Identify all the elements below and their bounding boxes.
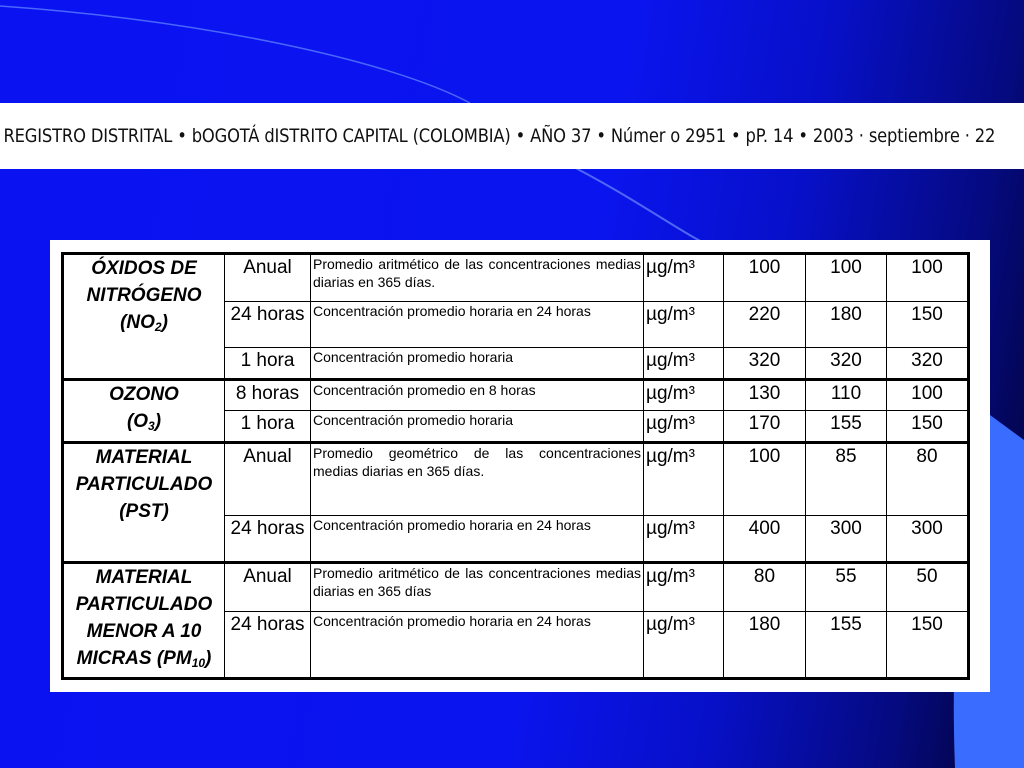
value-cell-2: 180 [806,302,887,348]
value-cell-2: 85 [806,443,887,516]
table-row [63,443,969,516]
averaging-period-cell: Anual [225,443,311,516]
table-row [63,254,969,302]
pollutant-name-line: NITRÓGENO [86,285,202,306]
value-cell-1: 180 [724,612,806,679]
value-cell-3: 80 [887,443,969,516]
pollutant-name-line: PARTICULADO [75,474,213,495]
value-cell-1: 400 [724,516,806,563]
unit-cell: µg/m³ [644,516,724,563]
pollutant-formula: $(O_3)$ [126,411,162,433]
value-cell-3: 100 [887,380,969,411]
pollutant-name-line: MATERIAL [95,567,193,588]
unit-cell: µg/m³ [644,302,724,348]
unit-cell: µg/m³ [644,563,724,612]
averaging-period-cell: 8 horas [225,380,311,411]
description-cell: Concentración promedio horaria en 24 horas [311,516,644,563]
description-cell: Concentración promedio horaria [311,348,644,380]
unit-cell: µg/m³ [644,411,724,443]
value-cell-2: 155 [806,411,887,443]
value-cell-1: 80 [724,563,806,612]
table-row [63,563,969,612]
value-cell-2: 320 [806,348,887,380]
value-cell-3: 100 [887,254,969,302]
value-cell-2: 300 [806,516,887,563]
source-banner [0,103,1024,169]
value-cell-2: 155 [806,612,887,679]
value-cell-1: 100 [724,443,806,516]
banner-text: REGISTRO DISTRITAL • bOGOTÁ dISTRITO CAPITAL (COLOMBIA) • AÑO 37 • Númer o 2951 • pP. 14 • 2003 · septiembre · 22 [3,125,996,147]
pollutant-name-line: MATERIAL [95,447,193,468]
value-cell-1: 130 [724,380,806,411]
description-cell: Concentración promedio horaria en 24 horas [311,612,644,679]
value-cell-2: 110 [806,380,887,411]
table-panel [50,240,990,692]
unit-cell: µg/m³ [644,348,724,380]
pollutant-cell [63,563,225,679]
value-cell-3: 50 [887,563,969,612]
pollutant-formula: $(NO_2)$ [120,312,168,334]
pollutant-cell [63,380,225,443]
unit-cell: µg/m³ [644,612,724,679]
pollutant-name-line: PARTICULADO [75,594,213,615]
value-cell-3: 150 [887,411,969,443]
value-cell-3: 150 [887,302,969,348]
pollutant-formula: MICRAS $(PM_{10})$ [76,648,212,670]
pollutant-name-line: OZONO [109,384,179,405]
pollutant-name-line: MENOR A 10 [86,621,202,642]
table-row [63,380,969,411]
averaging-period-cell: Anual [225,254,311,302]
averaging-period-cell: 24 horas [225,302,311,348]
averaging-period-cell: 24 horas [225,516,311,563]
unit-cell: µg/m³ [644,443,724,516]
air-quality-standards-table [61,252,970,680]
value-cell-3: 300 [887,516,969,563]
value-cell-3: 150 [887,612,969,679]
pollutant-cell [63,254,225,380]
description-cell: Concentración promedio en 8 horas [311,380,644,411]
averaging-period-cell: 24 horas [225,612,311,679]
description-cell: Promedio geométrico de las concentraciones medias diarias en 365 días. [311,443,644,516]
value-cell-2: 100 [806,254,887,302]
unit-cell: µg/m³ [644,380,724,411]
description-cell: Concentración promedio horaria [311,411,644,443]
unit-cell: µg/m³ [644,254,724,302]
value-cell-2: 55 [806,563,887,612]
description-cell: Concentración promedio horaria en 24 horas [311,302,644,348]
pollutant-name-line: (PST) [119,501,169,522]
averaging-period-cell: 1 hora [225,348,311,380]
value-cell-1: 320 [724,348,806,380]
averaging-period-cell: 1 hora [225,411,311,443]
value-cell-1: 220 [724,302,806,348]
pollutant-cell [63,443,225,563]
description-cell: Promedio aritmético de las concentraciones medias diarias en 365 días [311,563,644,612]
table-body [63,254,969,679]
value-cell-1: 100 [724,254,806,302]
value-cell-3: 320 [887,348,969,380]
value-cell-1: 170 [724,411,806,443]
pollutant-name-line: ÓXIDOS DE [91,258,197,279]
description-cell: Promedio aritmético de las concentraciones medias diarias en 365 días. [311,254,644,302]
averaging-period-cell: Anual [225,563,311,612]
